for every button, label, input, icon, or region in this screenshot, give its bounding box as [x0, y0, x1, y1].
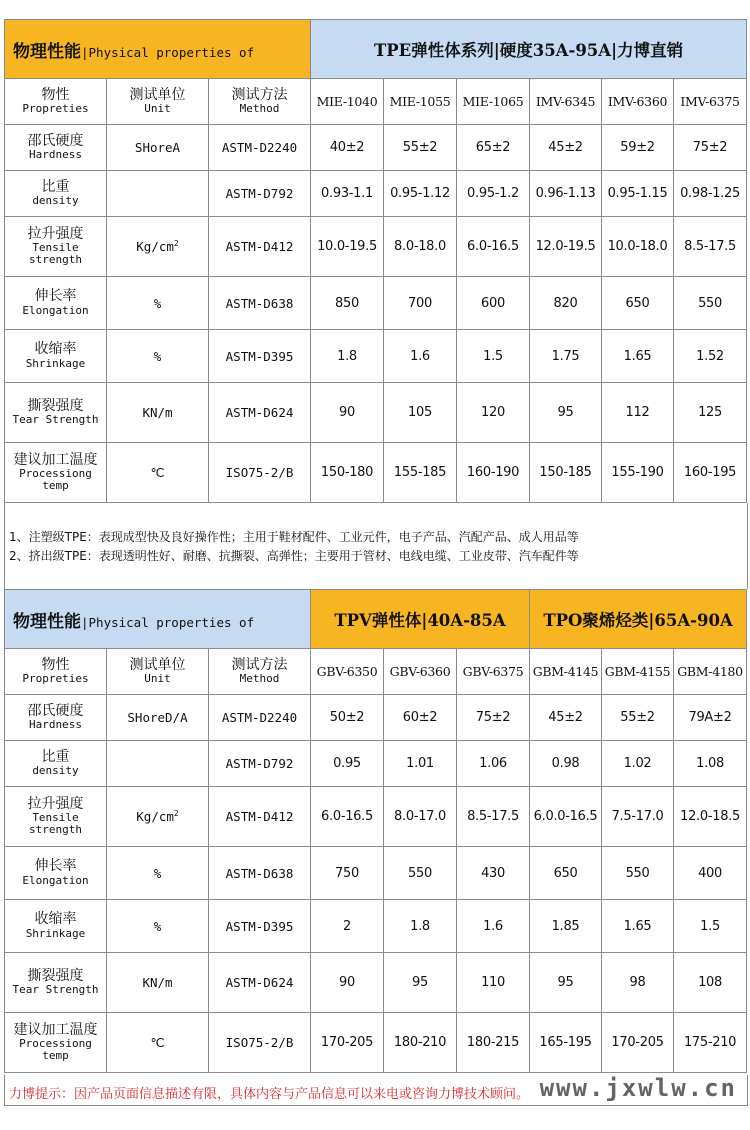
col-header-unit-en: Unit	[144, 672, 171, 686]
model-header: MIE-1065	[457, 79, 530, 125]
footer	[4, 1075, 748, 1106]
table-row	[5, 953, 747, 1013]
property-label-zh: 收缩率	[34, 911, 77, 928]
col-header-property	[5, 649, 107, 695]
value-cell: 650	[530, 847, 602, 900]
value-cell: 150-180	[311, 443, 384, 503]
property-label	[5, 953, 107, 1013]
unit-cell	[107, 125, 209, 171]
value-cell: 65±2	[457, 125, 530, 171]
col-header-property-en: Propreties	[22, 672, 89, 686]
watermark: www.jxwlw.cn	[539, 1074, 737, 1102]
unit-text: ℃	[150, 465, 165, 480]
method-cell: ASTM-D395	[209, 900, 311, 953]
property-label-zh: 邵氏硬度	[27, 132, 84, 149]
spec-table-tpv-tpo	[4, 589, 747, 1073]
footer-tip: 力博提示：因产品页面信息描述有限，具体内容与产品信息可以来电或咨询力博技术顾问。	[9, 1087, 530, 1102]
property-label-zh: 邵氏硬度	[27, 702, 84, 719]
model-header: IMV-6375	[674, 79, 747, 125]
property-label-en: Elongation	[22, 873, 89, 887]
value-cell: 1.75	[530, 330, 602, 383]
value-cell: 1.65	[602, 900, 674, 953]
table-row	[5, 277, 747, 330]
value-cell: 45±2	[530, 125, 602, 171]
property-label	[5, 741, 107, 787]
table-row	[5, 787, 747, 847]
property-label-zh: 撕裂强度	[27, 397, 84, 414]
unit-text: Kg/cm	[136, 809, 174, 825]
table-header-tpv: TPV弹性体|40A-85A	[311, 590, 530, 649]
unit-cell	[107, 383, 209, 443]
property-label-en: Processiong	[19, 1037, 92, 1051]
model-header: GBV-6360	[384, 649, 457, 695]
method-cell: ASTM-D624	[209, 383, 311, 443]
value-cell: 155-185	[384, 443, 457, 503]
value-cell: 6.0-16.5	[457, 217, 530, 277]
property-label-en: Tear Strength	[12, 413, 99, 427]
col-header-unit-zh: 测试单位	[129, 656, 186, 673]
property-label	[5, 125, 107, 171]
method-cell: ASTM-D638	[209, 847, 311, 900]
property-label-zh: 比重	[41, 178, 70, 195]
unit-text: KN/m	[142, 975, 173, 990]
method-cell: ASTM-D638	[209, 277, 311, 330]
value-cell: 180-210	[384, 1013, 457, 1073]
unit-cell	[107, 171, 209, 217]
value-cell: 430	[457, 847, 530, 900]
value-cell: 1.06	[457, 741, 530, 787]
unit-cell	[107, 443, 209, 503]
header-left-zh: 物理性能	[13, 41, 81, 62]
property-label-zh: 伸长率	[34, 858, 77, 875]
value-cell: 108	[674, 953, 747, 1013]
col-header-method	[209, 649, 311, 695]
value-cell: 110	[457, 953, 530, 1013]
col-header-property-zh: 物性	[41, 656, 70, 673]
unit-text: %	[153, 865, 162, 881]
value-cell: 75±2	[457, 695, 530, 741]
col-header-unit	[107, 79, 209, 125]
col-header-unit-en: Unit	[144, 102, 171, 116]
col-header-method	[209, 79, 311, 125]
method-cell: ASTM-D412	[209, 787, 311, 847]
value-cell: 95	[530, 953, 602, 1013]
value-cell: 0.98	[530, 741, 602, 787]
value-cell: 10.0-18.0	[602, 217, 674, 277]
table-row	[5, 330, 747, 383]
unit-cell	[107, 741, 209, 787]
value-cell: 155-190	[602, 443, 674, 503]
model-header: IMV-6360	[602, 79, 674, 125]
usage-notes	[4, 503, 748, 589]
value-cell: 550	[384, 847, 457, 900]
table-header-tpo: TPO聚烯烃类|65A-90A	[530, 590, 747, 649]
table-row	[5, 383, 747, 443]
value-cell: 8.0-18.0	[384, 217, 457, 277]
property-label	[5, 277, 107, 330]
value-cell: 550	[674, 277, 747, 330]
value-cell: 95	[530, 383, 602, 443]
col-header-unit-zh: 测试单位	[129, 86, 186, 103]
value-cell: 1.01	[384, 741, 457, 787]
value-cell: 750	[311, 847, 384, 900]
value-cell: 8.0-17.0	[384, 787, 457, 847]
unit-text: KN/m	[142, 405, 173, 420]
value-cell: 6.0.0-16.5	[530, 787, 602, 847]
value-cell: 1.65	[602, 330, 674, 383]
unit-cell	[107, 953, 209, 1013]
value-cell: 120	[457, 383, 530, 443]
table-header-left	[5, 590, 311, 649]
property-label-en2: strength	[29, 253, 82, 267]
property-label	[5, 217, 107, 277]
unit-text: SHoreD/A	[127, 710, 188, 725]
table-row	[5, 900, 747, 953]
model-header: MIE-1055	[384, 79, 457, 125]
method-cell: ASTM-D624	[209, 953, 311, 1013]
property-label	[5, 330, 107, 383]
value-cell: 8.5-17.5	[457, 787, 530, 847]
unit-cell	[107, 847, 209, 900]
table-row	[5, 695, 747, 741]
table-row	[5, 1013, 747, 1073]
value-cell: 1.85	[530, 900, 602, 953]
value-cell: 6.0-16.5	[311, 787, 384, 847]
col-header-method-zh: 测试方法	[231, 656, 288, 673]
value-cell: 12.0-19.5	[530, 217, 602, 277]
value-cell: 600	[457, 277, 530, 330]
value-cell: 550	[602, 847, 674, 900]
property-label-en2: strength	[29, 823, 82, 837]
property-label-en: Tear Strength	[12, 983, 99, 997]
value-cell: 1.5	[457, 330, 530, 383]
property-label-zh: 伸长率	[34, 288, 77, 305]
value-cell: 160-190	[457, 443, 530, 503]
value-cell: 650	[602, 277, 674, 330]
note-extrusion: 2、挤出级TPE：表现透明性好、耐磨、抗撕裂、高弹性；主要用于管材、电线电缆、工业皮带、汽车配件等	[9, 549, 579, 563]
property-label-en: density	[32, 194, 79, 208]
property-label-en: Processiong	[19, 467, 92, 481]
col-header-property	[5, 79, 107, 125]
value-cell: 1.8	[384, 900, 457, 953]
unit-text: ℃	[150, 1035, 165, 1050]
model-header: GBM-4145	[530, 649, 602, 695]
method-cell: ASTM-D792	[209, 171, 311, 217]
unit-cell	[107, 1013, 209, 1073]
property-label-en2: temp	[42, 1049, 69, 1063]
value-cell: 8.5-17.5	[674, 217, 747, 277]
value-cell: 112	[602, 383, 674, 443]
value-cell: 7.5-17.0	[602, 787, 674, 847]
method-cell: ISO75-2/B	[209, 443, 311, 503]
col-header-method-zh: 测试方法	[231, 86, 288, 103]
unit-superscript: 2	[173, 808, 179, 818]
col-header-method-en: Method	[239, 102, 280, 116]
property-label-zh: 收缩率	[34, 341, 77, 358]
property-label-en: density	[32, 764, 79, 778]
value-cell: 79A±2	[674, 695, 747, 741]
value-cell: 95	[384, 953, 457, 1013]
value-cell: 700	[384, 277, 457, 330]
value-cell: 1.5	[674, 900, 747, 953]
unit-text: Kg/cm	[136, 239, 174, 255]
table-header-left	[5, 20, 311, 79]
value-cell: 105	[384, 383, 457, 443]
table-row	[5, 171, 747, 217]
unit-text: %	[153, 295, 162, 311]
unit-text: %	[153, 348, 162, 364]
unit-text: SHoreA	[134, 140, 181, 155]
model-header: IMV-6345	[530, 79, 602, 125]
method-cell: ASTM-D2240	[209, 695, 311, 741]
property-label-en2: temp	[42, 479, 69, 493]
value-cell: 400	[674, 847, 747, 900]
value-cell: 1.8	[311, 330, 384, 383]
col-header-property-en: Propreties	[22, 102, 89, 116]
table-row	[5, 217, 747, 277]
property-label-en: Tensile	[32, 241, 79, 255]
header-left-en: |Physical properties of	[81, 44, 255, 60]
model-header: GBV-6350	[311, 649, 384, 695]
property-label-en: Hardness	[29, 148, 82, 162]
property-label-zh: 比重	[41, 748, 70, 765]
unit-superscript: 2	[173, 238, 179, 248]
property-label-zh: 建议加工温度	[13, 451, 98, 468]
table-row	[5, 443, 747, 503]
model-header: GBM-4180	[674, 649, 747, 695]
unit-cell	[107, 217, 209, 277]
value-cell: 150-185	[530, 443, 602, 503]
value-cell: 98	[602, 953, 674, 1013]
value-cell: 180-215	[457, 1013, 530, 1073]
value-cell: 10.0-19.5	[311, 217, 384, 277]
property-label-en: Elongation	[22, 303, 89, 317]
table-header-right: TPE弹性体系列|硬度35A-95A|力博直销	[311, 20, 747, 79]
value-cell: 175-210	[674, 1013, 747, 1073]
value-cell: 170-205	[311, 1013, 384, 1073]
value-cell: 850	[311, 277, 384, 330]
value-cell: 0.93-1.1	[311, 171, 384, 217]
property-label	[5, 787, 107, 847]
value-cell: 12.0-18.5	[674, 787, 747, 847]
unit-cell	[107, 277, 209, 330]
property-label-zh: 建议加工温度	[13, 1021, 98, 1038]
property-label	[5, 443, 107, 503]
method-cell: ASTM-D412	[209, 217, 311, 277]
value-cell: 2	[311, 900, 384, 953]
property-label	[5, 383, 107, 443]
method-cell: ISO75-2/B	[209, 1013, 311, 1073]
col-header-unit	[107, 649, 209, 695]
value-cell: 0.98-1.25	[674, 171, 747, 217]
value-cell: 0.95	[311, 741, 384, 787]
header-left-zh: 物理性能	[13, 611, 81, 632]
property-label	[5, 900, 107, 953]
value-cell: 55±2	[384, 125, 457, 171]
table-row	[5, 125, 747, 171]
value-cell: 170-205	[602, 1013, 674, 1073]
model-header: GBM-4155	[602, 649, 674, 695]
value-cell: 75±2	[674, 125, 747, 171]
value-cell: 40±2	[311, 125, 384, 171]
property-label-zh: 拉升强度	[27, 795, 84, 812]
property-label	[5, 1013, 107, 1073]
value-cell: 1.6	[384, 330, 457, 383]
property-label-zh: 拉升强度	[27, 225, 84, 242]
method-cell: ASTM-D792	[209, 741, 311, 787]
table-row	[5, 741, 747, 787]
value-cell: 1.08	[674, 741, 747, 787]
header-left-en: |Physical properties of	[81, 614, 255, 630]
table-row	[5, 847, 747, 900]
value-cell: 55±2	[602, 695, 674, 741]
value-cell: 0.95-1.2	[457, 171, 530, 217]
model-header: MIE-1040	[311, 79, 384, 125]
model-header: GBV-6375	[457, 649, 530, 695]
property-label-zh: 撕裂强度	[27, 967, 84, 984]
value-cell: 45±2	[530, 695, 602, 741]
property-label-en: Tensile	[32, 811, 79, 825]
col-header-property-zh: 物性	[41, 86, 70, 103]
note-injection: 1、注塑级TPE：表现成型快及良好操作性；主用于鞋材配件、工业元件，电子产品、汽配产品、成人用品等	[9, 530, 579, 544]
method-cell: ASTM-D2240	[209, 125, 311, 171]
value-cell: 0.95-1.15	[602, 171, 674, 217]
unit-cell	[107, 695, 209, 741]
unit-cell	[107, 900, 209, 953]
unit-text: %	[153, 918, 162, 934]
property-label-en: Shrinkage	[25, 926, 86, 940]
value-cell: 820	[530, 277, 602, 330]
value-cell: 0.96-1.13	[530, 171, 602, 217]
property-label	[5, 695, 107, 741]
value-cell: 90	[311, 383, 384, 443]
unit-cell	[107, 787, 209, 847]
col-header-method-en: Method	[239, 672, 280, 686]
property-label-en: Shrinkage	[25, 356, 86, 370]
method-cell: ASTM-D395	[209, 330, 311, 383]
value-cell: 1.02	[602, 741, 674, 787]
value-cell: 0.95-1.12	[384, 171, 457, 217]
property-label	[5, 847, 107, 900]
value-cell: 60±2	[384, 695, 457, 741]
unit-cell	[107, 330, 209, 383]
value-cell: 165-195	[530, 1013, 602, 1073]
property-label-en: Hardness	[29, 718, 82, 732]
value-cell: 125	[674, 383, 747, 443]
property-label	[5, 171, 107, 217]
value-cell: 59±2	[602, 125, 674, 171]
value-cell: 1.52	[674, 330, 747, 383]
value-cell: 90	[311, 953, 384, 1013]
value-cell: 1.6	[457, 900, 530, 953]
spec-table-tpe	[4, 19, 747, 503]
value-cell: 50±2	[311, 695, 384, 741]
value-cell: 160-195	[674, 443, 747, 503]
